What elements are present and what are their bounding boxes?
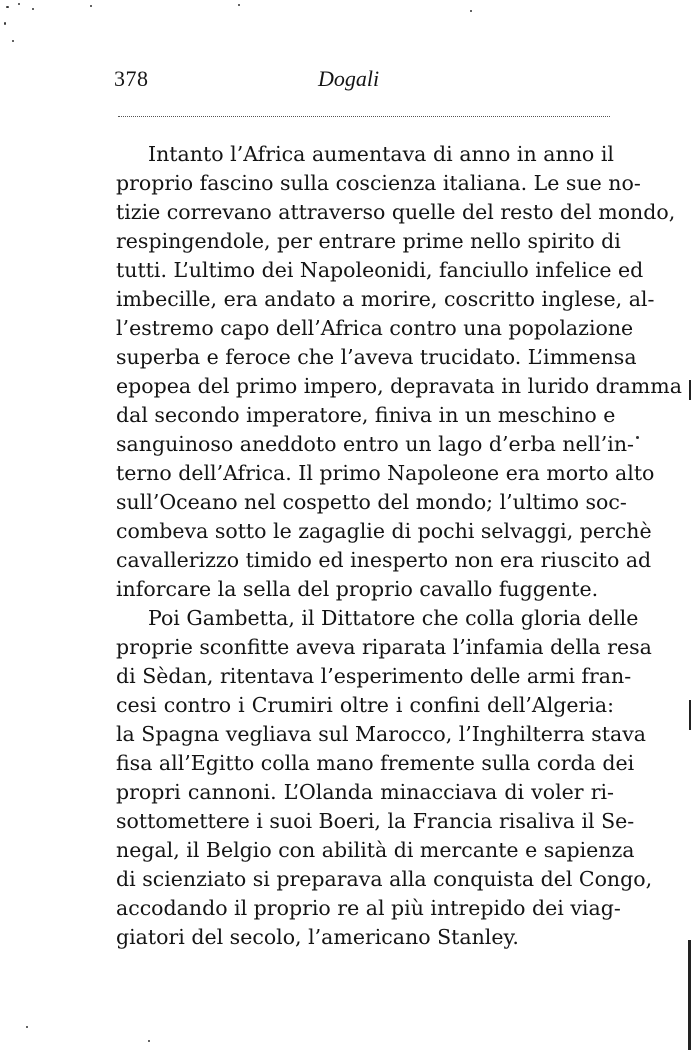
text-line: respingendole, per entrare prime nello spirito di <box>116 229 621 253</box>
scan-speck <box>238 4 240 6</box>
scan-speck <box>470 10 472 12</box>
text-line: Intanto l’Africa aumentava di anno in anno il <box>148 142 614 166</box>
header-dotted-rule <box>118 116 610 117</box>
scan-speck <box>12 40 14 42</box>
text-line: proprie sconfitte aveva riparata l’infamia della resa <box>116 635 652 659</box>
text-line: propri cannoni. L’Olanda minacciava di voler ri- <box>116 780 614 804</box>
text-line: sanguinoso aneddoto entro un lago d’erba nell’in- <box>116 432 634 456</box>
text-line: Poi Gambetta, il Dittatore che colla gloria delle <box>148 606 639 630</box>
scan-speck <box>148 1040 150 1042</box>
running-title: Dogali <box>318 66 380 91</box>
text-line: tutti. L’ultimo dei Napoleonidi, fanciullo infelice ed <box>116 258 644 282</box>
text-line: inforcare la sella del proprio cavallo fuggente. <box>116 577 599 601</box>
scan-edge-mark <box>689 700 691 730</box>
scan-speck <box>32 8 34 10</box>
text-line: di scienziato si preparava alla conquista del Congo, <box>116 867 653 891</box>
scan-speck <box>18 3 20 5</box>
scan-edge-mark <box>688 940 691 1050</box>
text-line: epopea del primo impero, depravata in lurido dramma <box>116 374 682 398</box>
text-line: negal, il Belgio con abilità di mercante e sapienza <box>116 838 635 862</box>
text-line: cavallerizzo timido ed inesperto non era riuscito ad <box>116 548 652 572</box>
text-line: dal secondo imperatore, finiva in un meschino e <box>116 403 616 427</box>
text-line: sull’Oceano nel cospetto del mondo; l’ultimo soc- <box>116 490 627 514</box>
scan-speck <box>26 1026 28 1028</box>
text-line: cesi contro i Crumiri oltre i confini dell’Algeria: <box>116 693 614 717</box>
text-line: accodando il proprio re al più intrepido dei viag- <box>116 896 621 920</box>
text-line: combeva sotto le zagaglie di pochi selvaggi, perchè <box>116 519 652 543</box>
text-line: fisa all’Egitto colla mano fremente sulla corda dei <box>116 751 635 775</box>
scan-speck <box>636 436 639 439</box>
scan-speck <box>90 5 92 7</box>
scan-speck <box>6 6 9 8</box>
text-line: superba e feroce che l’aveva trucidato. L’immensa <box>116 345 637 369</box>
text-line: terno dell’Africa. Il primo Napoleone era morto alto <box>116 461 655 485</box>
body-text <box>116 140 682 952</box>
scan-speck <box>4 22 6 25</box>
text-line: di Sèdan, ritentava l’esperimento delle armi fran- <box>116 664 632 688</box>
text-line: la Spagna vegliava sul Marocco, l’Inghilterra stava <box>116 722 647 746</box>
text-line: tizie correvano attraverso quelle del resto del mondo, <box>116 200 676 224</box>
page-number: 378 <box>114 66 149 91</box>
text-line: l’estremo capo dell’Africa contro una popolazione <box>116 316 634 340</box>
text-line: imbecille, era andato a morire, coscritto inglese, al- <box>116 287 655 311</box>
text-line: giatori del secolo, l’americano Stanley. <box>116 925 519 949</box>
scan-edge-mark <box>689 380 691 400</box>
text-line: proprio fascino sulla coscienza italiana. Le sue no- <box>116 171 641 195</box>
text-line: sottomettere i suoi Boeri, la Francia risaliva il Se- <box>116 809 635 833</box>
